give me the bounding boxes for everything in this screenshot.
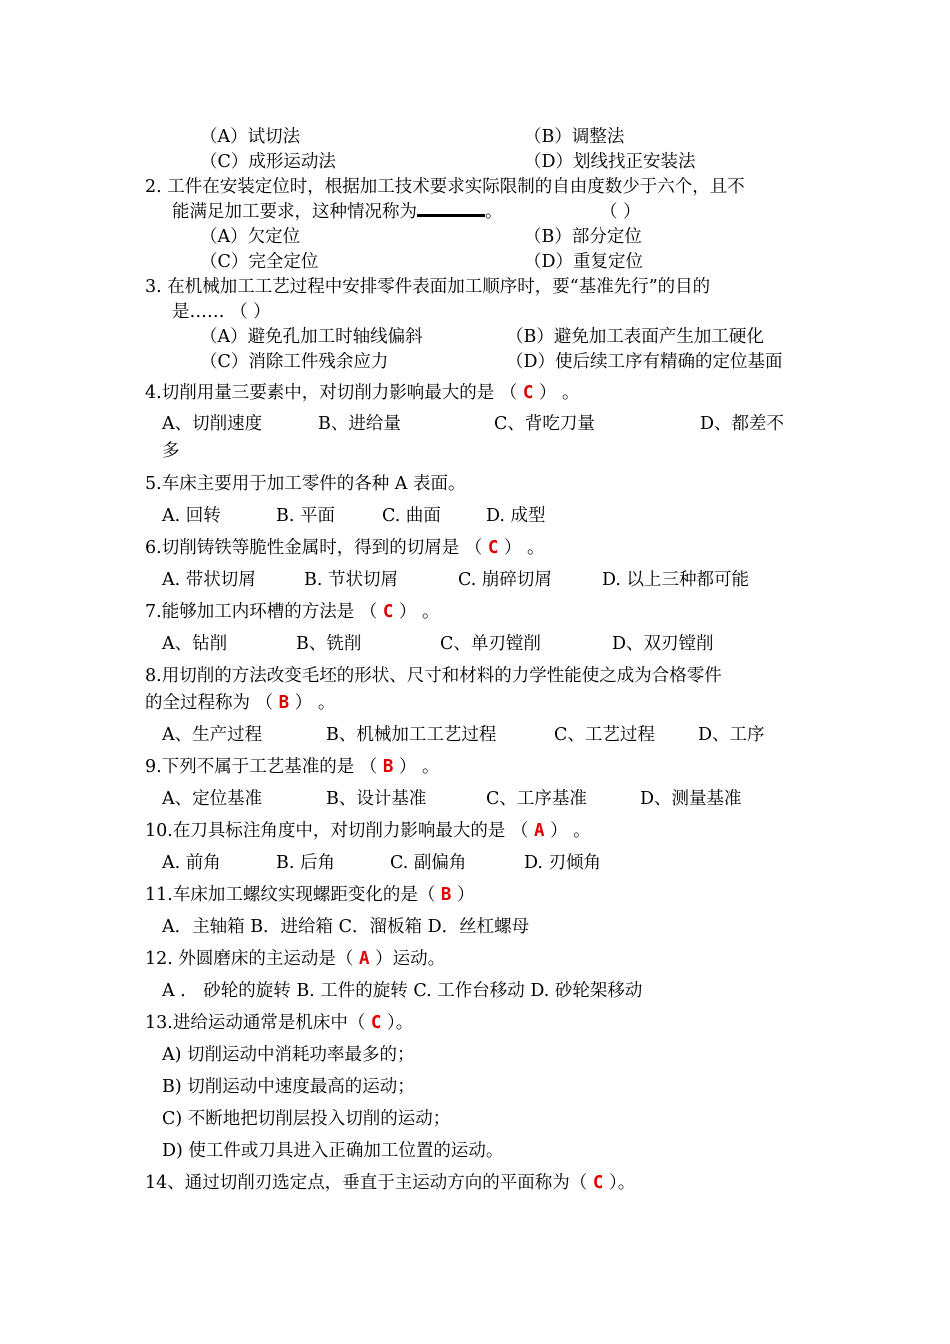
q3-option-c: （C）消除工件残余应力 (200, 352, 389, 372)
q10-answer: A (533, 821, 545, 841)
q7-option-d: D、双刃镗削 (612, 634, 714, 654)
q11-stem-tail: ） (457, 885, 475, 905)
q9-option-d: D、测量基准 (640, 789, 742, 809)
q10-option-a: A. 前角 (162, 853, 221, 873)
q14-answer: C (592, 1173, 604, 1193)
q14-stem-tail: ）。 (608, 1173, 636, 1193)
q7-answer: C (382, 602, 394, 622)
q5-stem: 5.车床主要用于加工零件的各种 A 表面。 (145, 474, 466, 494)
q6-option-b: B. 节状切屑 (304, 570, 398, 590)
q4-option-c: C、背吃刀量 (494, 414, 595, 434)
q8-stem-line1: 8.用切削的方法改变毛坯的形状、尺寸和材料的力学性能使之成为合格零件 (145, 666, 722, 686)
q6-stem-tail: ） 。 (503, 538, 545, 558)
q13-option-c: C) 不断地把切削层投入切削的运动； (162, 1109, 451, 1129)
q4-stem (145, 381, 580, 405)
q13-stem-tail: ）。 (387, 1013, 414, 1033)
q3-option-b: （B）避免加工表面产生加工硬化 (506, 327, 764, 347)
q2-stem-line1: 2. 工件在安装定位时，根据加工技术要求实际限制的自由度数少于六个，且不 (145, 177, 745, 197)
q5-option-a: A. 回转 (162, 506, 221, 526)
q13-answer: C (370, 1013, 382, 1033)
q10-option-d: D. 刃倾角 (524, 853, 602, 873)
q2-stem-end: 。 (485, 202, 503, 222)
q8-option-c: C、工艺过程 (554, 725, 655, 745)
q2-option-c: （C）完全定位 (200, 252, 319, 272)
q3-stem-line1: 3. 在机械加工工艺过程中安排零件表面加工顺序时，要“基准先行”的目的 (145, 277, 711, 297)
q4-option-a: A、切削速度 (162, 414, 263, 434)
q8-option-d: D、工序 (698, 725, 765, 745)
q4-option-d: D、都差不 (700, 414, 785, 434)
q5-option-c: C. 曲面 (382, 506, 441, 526)
q8-answer: B (278, 693, 290, 713)
q6-stem (145, 536, 545, 560)
q6-option-c: C. 崩碎切屑 (458, 570, 552, 590)
q11-options: A．主轴箱 B．进给箱 C．溜板箱 D．丝杠螺母 (162, 917, 530, 937)
q2-paren: （ ） (600, 202, 641, 222)
q9-option-b: B、设计基准 (326, 789, 427, 809)
q13-stem-text: 13.进给运动通常是机床中（ (145, 1013, 366, 1033)
q1-option-c: （C）成形运动法 (200, 152, 336, 172)
q9-stem-text: 9.下列不属于工艺基准的是 （ (145, 757, 378, 777)
q6-answer: C (487, 538, 499, 558)
q1-option-a: （A）试切法 (200, 127, 301, 147)
q8-stem-text: 的全过程称为 （ (145, 693, 274, 713)
q1-option-b: （B）调整法 (524, 127, 625, 147)
q3-stem-line2: 是…… （ ） (172, 302, 271, 322)
q7-option-b: B、铣削 (296, 634, 362, 654)
q2-stem-text: 能满足加工要求，这种情况称为 (172, 202, 417, 222)
q8-option-a: A、生产过程 (162, 725, 263, 745)
q2-option-d: （D）重复定位 (524, 252, 644, 272)
q6-option-d: D. 以上三种都可能 (602, 570, 750, 590)
q11-stem-text: 11.车床加工螺纹实现螺距变化的是（ (145, 885, 436, 905)
q10-option-c: C. 副偏角 (390, 853, 467, 873)
q4-option-d-wrap: 多 (162, 441, 180, 461)
q9-answer: B (382, 757, 394, 777)
q9-option-a: A、定位基准 (162, 789, 263, 809)
q8-stem (145, 691, 335, 715)
q13-option-d: D) 使工件或刀具进入正确加工位置的运动。 (162, 1141, 504, 1161)
q8-stem-tail: ） 。 (294, 693, 336, 713)
q13-option-b: B) 切削运动中速度最高的运动； (162, 1077, 415, 1097)
q8-option-b: B、机械加工工艺过程 (326, 725, 497, 745)
q12-answer: A (358, 949, 370, 969)
q7-stem (145, 600, 440, 624)
q4-stem-text: 4.切削用量三要素中，对切削力影响最大的是 （ (145, 383, 518, 403)
q10-stem-tail: ） 。 (550, 821, 591, 841)
q12-stem-text: 12. 外圆磨床的主运动是（ (145, 949, 354, 969)
q12-stem (145, 947, 445, 971)
q9-stem (145, 755, 440, 779)
q12-options: A ． 砂轮的旋转 B. 工件的旋转 C. 工作台移动 D. 砂轮架移动 (162, 981, 643, 1001)
q14-stem-text: 14、通过切削刃选定点，垂直于主运动方向的平面称为（ (145, 1173, 588, 1193)
q9-option-c: C、工序基准 (486, 789, 587, 809)
q4-option-b: B、进给量 (318, 414, 401, 434)
q5-option-b: B. 平面 (276, 506, 335, 526)
q2-option-a: （A）欠定位 (200, 227, 301, 247)
q13-stem (145, 1011, 413, 1035)
q6-option-a: A. 带状切屑 (162, 570, 256, 590)
q7-option-c: C、单刃镗削 (440, 634, 541, 654)
q3-option-d: （D）使后续工序有精确的定位基面 (506, 352, 783, 372)
q2-option-b: （B）部分定位 (524, 227, 642, 247)
q2-stem-line2 (172, 200, 503, 224)
q5-option-d: D. 成型 (486, 506, 546, 526)
q7-option-a: A、钻削 (162, 634, 228, 654)
q14-stem (145, 1171, 635, 1195)
q10-option-b: B. 后角 (276, 853, 335, 873)
q3-option-a: （A）避免孔加工时轴线偏斜 (200, 327, 423, 347)
q9-stem-tail: ） 。 (398, 757, 440, 777)
q4-stem-tail: ） 。 (538, 383, 580, 403)
q13-option-a: A) 切削运动中消耗功率最多的； (162, 1045, 415, 1065)
q4-answer: C (522, 383, 534, 403)
q10-stem (145, 819, 591, 843)
q12-stem-tail: ）运动。 (375, 949, 446, 969)
q1-option-d: （D）划线找正安装法 (524, 152, 696, 172)
q11-answer: B (440, 885, 452, 905)
q10-stem-text: 10.在刀具标注角度中，对切削力影响最大的是 （ (145, 821, 529, 841)
q11-stem (145, 883, 475, 907)
q2-blank (417, 200, 485, 217)
q7-stem-text: 7.能够加工内环槽的方法是 （ (145, 602, 378, 622)
q7-stem-tail: ） 。 (398, 602, 440, 622)
q6-stem-text: 6.切削铸铁等脆性金属时，得到的切屑是 （ (145, 538, 483, 558)
